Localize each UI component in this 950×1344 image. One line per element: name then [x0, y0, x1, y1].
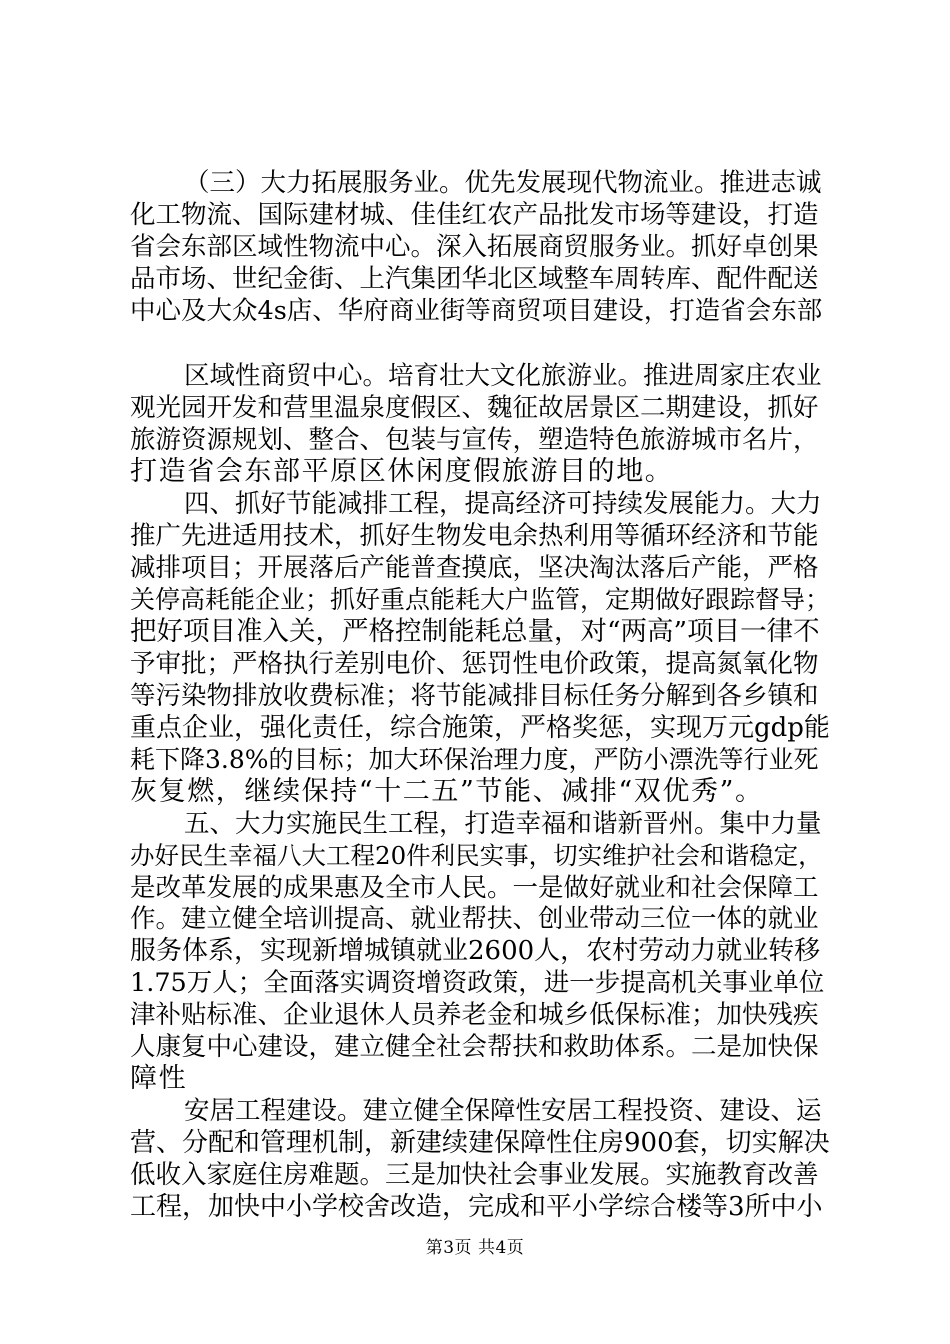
text-line: 打造省会东部平原区休闲度假旅游目的地。 [130, 456, 674, 487]
text-line: 耗下降3.8%的目标；加大环保治理力度，严防小漂洗等行业死 [130, 745, 819, 774]
text-line: 安居工程建设。建立健全保障性安居工程投资、建设、运 [184, 1096, 822, 1126]
text-line: 化工物流、国际建材城、佳佳红农产品批发市场等建设，打造 [130, 200, 819, 230]
text-line: 障性 [130, 1063, 188, 1094]
text-line: 把好项目准入关，严格控制能耗总量，对“两高”项目一律不 [130, 616, 820, 647]
text-line: 低收入家庭住房难题。三是加快社会事业发展。实施教育改善 [130, 1160, 819, 1190]
text-line: 品市场、世纪金街、上汽集团华北区域整车周转库、配件配送 [130, 264, 819, 294]
text-line: 区域性商贸中心。培育壮大文化旅游业。推进周家庄农业 [184, 361, 822, 391]
text-line: 四、抓好节能减排工程，提高经济可持续发展能力。大力 [184, 489, 822, 519]
text-line: 推广先进适用技术，抓好生物发电余热利用等循环经济和节能 [130, 521, 819, 551]
text-line: 观光园开发和营里温泉度假区、魏征故居景区二期建设，抓好 [130, 393, 819, 423]
text-line: 作。建立健全培训提高、就业帮扶、创业带动三位一体的就业 [130, 904, 819, 934]
text-line: 津补贴标准、企业退休人员养老金和城乡低保标准；加快残疾 [130, 1000, 819, 1030]
text-line: 办好民生幸福八大工程20件利民实事，切实维护社会和谐稳定， [130, 841, 823, 870]
text-line: 1.75万人；全面落实调资增资政策，进一步提高机关事业单位 [130, 968, 825, 998]
page-number-footer: 第3页 共4页 [425, 1238, 525, 1258]
text-line: （三）大力拓展服务业。优先发展现代物流业。推进志诚 [184, 168, 822, 198]
text-line: 工程，加快中小学校舍改造，完成和平小学综合楼等3所中小 [130, 1192, 823, 1222]
text-line: 予审批；严格执行差别电价、惩罚性电价政策，提高氮氧化物 [130, 649, 819, 679]
text-line: 服务体系，实现新增城镇就业2600人，农村劳动力就业转移 [130, 936, 821, 966]
text-line: 灰复燃，继续保持“十二五”节能、减排“双优秀”。 [130, 776, 764, 807]
text-line: 关停高耗能企业；抓好重点能耗大户监管，定期做好跟踪督导； [130, 585, 831, 614]
text-line: 旅游资源规划、整合、包装与宣传，塑造特色旅游城市名片， [130, 425, 819, 455]
text-line: 等污染物排放收费标准；将节能减排目标任务分解到各乡镇和 [130, 681, 819, 711]
text-line: 营、分配和管理机制，新建续建保障性住房900套，切实解决 [130, 1128, 830, 1158]
text-line: 减排项目；开展落后产能普查摸底，坚决淘汰落后产能，严格 [130, 553, 819, 583]
text-line: 五、大力实施民生工程，打造幸福和谐新晋州。集中力量 [184, 809, 822, 839]
text-line: 重点企业，强化责任，综合施策，严格奖惩，实现万元gdp能 [130, 713, 830, 743]
text-line: 人康复中心建设，建立健全社会帮扶和救助体系。二是加快保 [130, 1032, 819, 1062]
text-line: 省会东部区域性物流中心。深入拓展商贸服务业。抓好卓创果 [130, 232, 819, 262]
text-line: 中心及大众4s店、华府商业街等商贸项目建设，打造省会东部 [130, 296, 823, 326]
text-line: 是改革发展的成果惠及全市人民。一是做好就业和社会保障工 [130, 873, 819, 903]
